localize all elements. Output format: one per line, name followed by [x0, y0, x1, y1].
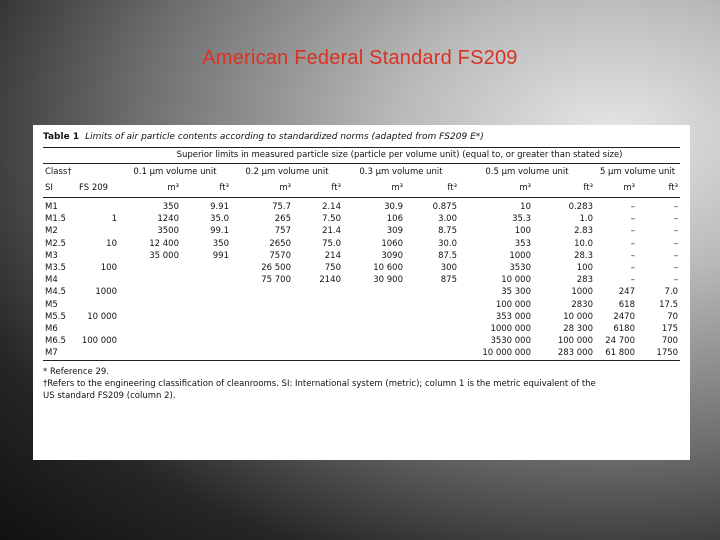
slide-title: American Federal Standard FS209 — [202, 47, 518, 69]
value-cell: 353 000 — [495, 311, 531, 322]
spanning-header-row — [43, 148, 680, 164]
value-cell — [293, 286, 343, 298]
table-row — [43, 262, 680, 274]
value-cell: 2.83 — [574, 226, 593, 237]
sub-header: ft³ — [405, 180, 459, 198]
table-row — [43, 335, 680, 347]
value-cell — [405, 335, 459, 347]
value-cell: 3090 — [381, 250, 403, 261]
class-fs209-cell: 100 — [100, 263, 117, 274]
value-cell — [231, 335, 293, 347]
value-cell: 8.75 — [438, 226, 457, 237]
value-cell: – — [630, 214, 635, 225]
class-fs209-cell: 1 — [111, 214, 117, 225]
value-cell — [343, 335, 405, 347]
table-row — [43, 225, 680, 237]
value-cell — [231, 311, 293, 323]
spanning-header: Superior limits in measured particle size (particle per volume unit) (equal to, or greater than stated size) — [119, 148, 680, 164]
footnote: * Reference 29. — [43, 366, 109, 377]
value-cell: 991 — [212, 250, 229, 261]
value-cell — [343, 323, 405, 335]
value-cell: – — [673, 238, 679, 249]
value-cell: 75.7 — [272, 202, 291, 212]
value-cell — [119, 286, 181, 298]
value-cell — [231, 286, 293, 298]
class-si-cell: M4.5 — [45, 287, 66, 298]
value-cell — [181, 311, 231, 323]
value-cell: 99.1 — [210, 226, 229, 237]
value-cell: 30 900 — [373, 275, 403, 286]
class-fs209-cell: 10 000 — [87, 311, 117, 322]
table-row — [43, 250, 680, 262]
value-cell — [293, 311, 343, 323]
value-cell — [119, 323, 181, 335]
value-cell: 28 300 — [563, 324, 593, 335]
value-cell: 700 — [661, 336, 679, 347]
class-si-cell: M1 — [45, 202, 58, 212]
class-fs209-cell: 100 000 — [81, 336, 117, 347]
value-cell: 7.0 — [664, 287, 679, 298]
value-cell: 10.0 — [574, 238, 593, 249]
class-si-cell: M2.5 — [45, 238, 66, 249]
value-cell: 100 — [576, 263, 593, 274]
value-cell — [405, 347, 459, 360]
value-cell: 283 000 — [533, 347, 595, 360]
value-cell: 35.0 — [210, 214, 229, 225]
value-cell — [231, 323, 293, 335]
particle-limits-table — [43, 147, 680, 361]
value-cell: 309 — [386, 226, 403, 237]
value-cell: 35.3 — [512, 214, 531, 225]
value-cell — [181, 347, 231, 360]
table-row — [43, 323, 680, 335]
table-row — [43, 299, 680, 311]
footnote: †Refers to the engineering classification of cleanrooms. SI: International system (metric); column 1 is the metric equivalent of the — [43, 378, 596, 389]
size-header: 0.2 μm volume unit — [231, 164, 343, 181]
value-cell: 100 000 — [557, 336, 593, 347]
value-cell — [119, 262, 181, 274]
value-cell: 35 000 — [149, 250, 179, 261]
value-cell: 618 — [618, 299, 635, 310]
sub-header: m³ — [343, 180, 405, 198]
value-cell — [181, 274, 231, 286]
value-cell — [293, 323, 343, 335]
class-fs209-cell — [77, 198, 119, 214]
value-cell: – — [673, 263, 679, 274]
class-si-cell: M5.5 — [45, 311, 66, 322]
class-si-cell: M3 — [45, 250, 58, 261]
value-cell: 70 — [667, 311, 679, 322]
value-cell — [119, 274, 181, 286]
value-cell: – — [673, 250, 679, 261]
value-cell: – — [673, 214, 679, 225]
value-cell: – — [630, 226, 635, 237]
class-header: Class† — [43, 164, 119, 181]
value-cell: 21.4 — [322, 226, 341, 237]
value-cell: 1000 000 — [490, 324, 531, 335]
class-fs209-cell — [77, 225, 119, 237]
sub-header: m³ — [231, 180, 293, 198]
value-cell: 7.50 — [322, 214, 341, 225]
value-cell: 17.5 — [659, 299, 679, 310]
value-cell — [405, 286, 459, 298]
table-caption-text: Limits of air particle contents according to standardized norms (adapted from FS209 E*) — [85, 132, 484, 142]
value-cell: 1000 — [509, 250, 531, 261]
class-si-cell: M3.5 — [45, 263, 66, 274]
table-row — [43, 286, 680, 298]
sub-header: FS 209 — [77, 180, 119, 198]
value-cell: – — [630, 250, 635, 261]
value-cell: 350 — [162, 202, 179, 212]
sub-header: SI — [43, 180, 77, 198]
value-cell — [181, 323, 231, 335]
value-cell: 3500 — [157, 226, 179, 237]
value-cell: – — [630, 275, 635, 286]
sub-header: ft³ — [181, 180, 231, 198]
footnote: US standard FS209 (column 2). — [43, 390, 176, 401]
value-cell: 750 — [324, 263, 341, 274]
value-cell: – — [630, 238, 635, 249]
size-header: 0.1 μm volume unit — [119, 164, 231, 181]
value-cell: 30.0 — [438, 238, 457, 249]
value-cell: 2830 — [571, 299, 593, 310]
value-cell: 300 — [440, 263, 457, 274]
value-cell: 214 — [324, 250, 341, 261]
value-cell: – — [630, 202, 635, 212]
value-cell: 353 — [514, 238, 531, 249]
value-cell — [231, 299, 293, 311]
value-cell: 1750 — [637, 347, 680, 360]
table-caption-label: Table 1 — [43, 132, 80, 142]
value-cell: 0.875 — [432, 202, 457, 212]
class-si-cell: M5 — [45, 299, 58, 310]
value-cell: 247 — [618, 287, 635, 298]
sub-header: ft³ — [293, 180, 343, 198]
value-cell: 10 — [520, 202, 531, 212]
value-cell — [293, 299, 343, 311]
value-cell: – — [630, 263, 635, 274]
class-fs209-cell — [77, 299, 119, 311]
sub-header: m³ — [459, 180, 533, 198]
value-cell — [343, 286, 405, 298]
value-cell: 175 — [661, 324, 679, 335]
value-cell: 10 600 — [373, 263, 403, 274]
value-cell: 75.0 — [322, 238, 341, 249]
value-cell: 1240 — [157, 214, 179, 225]
value-cell: 35 300 — [501, 287, 531, 298]
value-cell — [181, 299, 231, 311]
value-cell — [181, 286, 231, 298]
sub-header: ft³ — [533, 180, 595, 198]
class-si-cell: M6 — [45, 324, 58, 335]
size-header: 0.3 μm volume unit — [343, 164, 459, 181]
value-cell — [119, 299, 181, 311]
class-si-cell: M1.5 — [45, 214, 66, 225]
table-row — [43, 274, 680, 286]
value-cell — [181, 262, 231, 274]
value-cell: 7570 — [269, 250, 291, 261]
table-body — [43, 198, 680, 361]
class-si-cell: M7 — [43, 347, 77, 360]
class-si-cell: M2 — [45, 226, 58, 237]
class-fs209-cell — [77, 347, 119, 360]
value-cell — [119, 335, 181, 347]
class-si-cell: M6.5 — [45, 336, 66, 347]
value-cell: 10 000 000 — [459, 347, 533, 360]
table-row — [43, 347, 680, 360]
value-cell: 100 — [514, 226, 531, 237]
value-cell — [181, 335, 231, 347]
value-cell: – — [673, 226, 679, 237]
value-cell — [343, 311, 405, 323]
value-cell: 75 700 — [261, 275, 291, 286]
table-panel — [33, 125, 690, 460]
table-row — [43, 213, 680, 225]
value-cell — [405, 323, 459, 335]
value-cell — [119, 311, 181, 323]
size-header: 5 μm volume unit — [595, 164, 680, 181]
value-cell — [231, 347, 293, 360]
table-row — [43, 238, 680, 250]
value-cell: 106 — [386, 214, 403, 225]
footnotes — [43, 366, 680, 402]
value-cell: 87.5 — [438, 250, 457, 261]
class-fs209-cell — [77, 274, 119, 286]
value-cell: 350 — [212, 238, 229, 249]
value-cell: 3530 — [509, 263, 531, 274]
value-cell: 30.9 — [384, 202, 403, 212]
value-cell: 265 — [274, 214, 291, 225]
value-cell — [119, 347, 181, 360]
value-cell — [293, 347, 343, 360]
value-cell — [293, 335, 343, 347]
size-header: 0.5 μm volume unit — [459, 164, 595, 181]
table-row — [43, 311, 680, 323]
table-caption — [43, 129, 680, 147]
value-cell: 1.0 — [579, 214, 593, 225]
value-cell: 26 500 — [261, 263, 291, 274]
value-cell: 6180 — [613, 324, 635, 335]
value-cell: 875 — [440, 275, 457, 286]
class-fs209-cell: 10 — [106, 238, 117, 249]
value-cell: 283 — [576, 275, 593, 286]
value-cell: 61 800 — [595, 347, 637, 360]
sub-header: m³ — [119, 180, 181, 198]
value-cell: 24 700 — [605, 336, 635, 347]
value-cell: 2140 — [319, 275, 341, 286]
value-cell — [405, 299, 459, 311]
value-cell: 3.00 — [438, 214, 457, 225]
value-cell — [405, 311, 459, 323]
value-cell: – — [673, 202, 679, 212]
value-cell: 12 400 — [149, 238, 179, 249]
value-cell: 10 000 — [563, 311, 593, 322]
value-cell: 10 000 — [501, 275, 531, 286]
value-cell: 2.14 — [322, 202, 341, 212]
value-cell: 28.3 — [574, 250, 593, 261]
class-fs209-cell — [77, 323, 119, 335]
class-si-cell: M4 — [45, 275, 58, 286]
value-cell: 9.91 — [210, 202, 229, 212]
value-cell: 2470 — [613, 311, 635, 322]
value-cell: 757 — [274, 226, 291, 237]
unit-header-row — [43, 180, 680, 198]
value-cell: 0.283 — [568, 202, 593, 212]
value-cell: 1000 — [571, 287, 593, 298]
value-cell — [343, 347, 405, 360]
sub-header: m³ — [595, 180, 637, 198]
value-cell: 3530 000 — [490, 336, 531, 347]
class-fs209-cell: 1000 — [95, 287, 117, 298]
size-header-row — [43, 164, 680, 181]
value-cell: 100 000 — [495, 299, 531, 310]
class-fs209-cell — [77, 250, 119, 262]
value-cell: – — [673, 275, 679, 286]
value-cell: 1060 — [381, 238, 403, 249]
value-cell — [343, 299, 405, 311]
value-cell: 2650 — [269, 238, 291, 249]
sub-header: ft³ — [637, 180, 680, 198]
table-row — [43, 198, 680, 214]
